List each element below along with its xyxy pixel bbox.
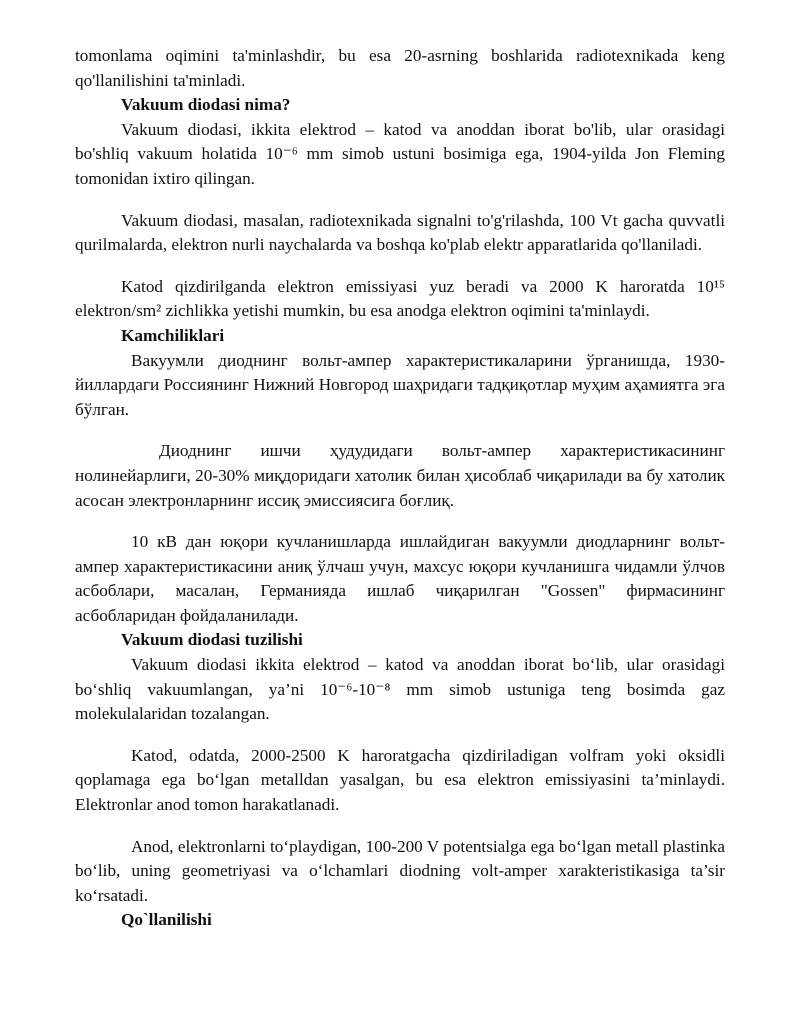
paragraph-drawbacks-2: Диоднинг ишчи ҳудудидаги вольт-ампер характеристикасининг нолинейарлиги, 20-30% миқдоридаги хатолик билан ҳисоблаб чиқарилади ва бу хатолик асосан электронларнинг иссиқ эмиссиясига боғлиқ. — [75, 441, 725, 510]
paragraph-structure-1: Vakuum diodasi ikkita elektrod – katod va anoddan iborat bo‘lib, ular orasidagi bo‘shliq vakuumlangan, ya’ni 10⁻⁶-10⁻⁸ mm simob ustuniga teng bosimda gaz molekulalaridan tozalangan. — [75, 655, 725, 724]
paragraph-definition: Vakuum diodasi, ikkita elektrod – katod va anoddan iborat bo'lib, ular orasidagi bo'shliq vakuum holatida 10⁻⁶ mm simob ustuni bosimiga ega, 1904-yilda Jon Fleming tomonidan ixtiro qilingan. — [75, 119, 725, 188]
paragraph-usage: Vakuum diodasi, masalan, radiotexnikada signalni to'g'rilashda, 100 Vt gacha quvvatli qurilmalarda, elektron nurli naychalarda va boshqa ko'plab elektr apparatlarida qo'llaniladi. — [75, 210, 725, 255]
paragraph-emission: Katod qizdirilganda elektron emissiyasi yuz beradi va 2000 K haroratda 10¹⁵ elektron/sm² zichlikka yetishi mumkin, bu esa anodga elektron oqimini ta'minlaydi. — [75, 276, 725, 321]
section-heading-structure: Vakuum diodasi tuzilishi — [121, 630, 303, 650]
paragraph-structure-3: Anod, elektronlarni to‘playdigan, 100-200 V potentsialga ega bo‘lgan metall plastinka bo‘lib, uning geometriyasi va o‘lchamlari diodning volt-amper xarakteristikasiga ta’sir ko‘rsatadi. — [75, 836, 725, 905]
paragraph-structure-2: Katod, odatda, 2000-2500 K haroratgacha qizdiriladigan volfram yoki oksidli qoplamaga ega bo‘lgan metalldan yasalgan, bu esa elektron emissiyasini ta’minlaydi. Elektronlar anod tomon harakatlanadi. — [75, 745, 725, 815]
paragraph-drawbacks-1: Вакуумли диоднинг вольт-ампер характеристикаларини ўрганишда, 1930-йиллардаги Россиянинг Нижний Новгород шаҳридаги тадқиқотлар муҳим аҳамиятга эга бўлган. — [75, 350, 725, 419]
section-heading-drawbacks: Kamchiliklari — [121, 325, 225, 345]
paragraph-drawbacks-3: 10 кВ дан юқори кучланишларда ишлайдиган вакуумли диодларнинг вольт-ампер характеристикасини аниқ ўлчаш учун, махсус юқори кучланишга чидамли ўлчов асбоблари, масалан, Германияда ишлаб чиқарилган "Gossen" фирмасининг асбобларидан фойдаланилади. — [75, 532, 725, 625]
intro-paragraph: tomonlama oqimini ta'minlashdir, bu esa 20-asrning boshlarida radiotexnikada keng qo'llanilishini ta'minladi. — [75, 46, 725, 90]
section-heading-what-is-vacuum-diode: Vakuum diodasi nima? — [121, 95, 291, 115]
section-heading-application: Qo`llanilishi — [121, 910, 212, 930]
